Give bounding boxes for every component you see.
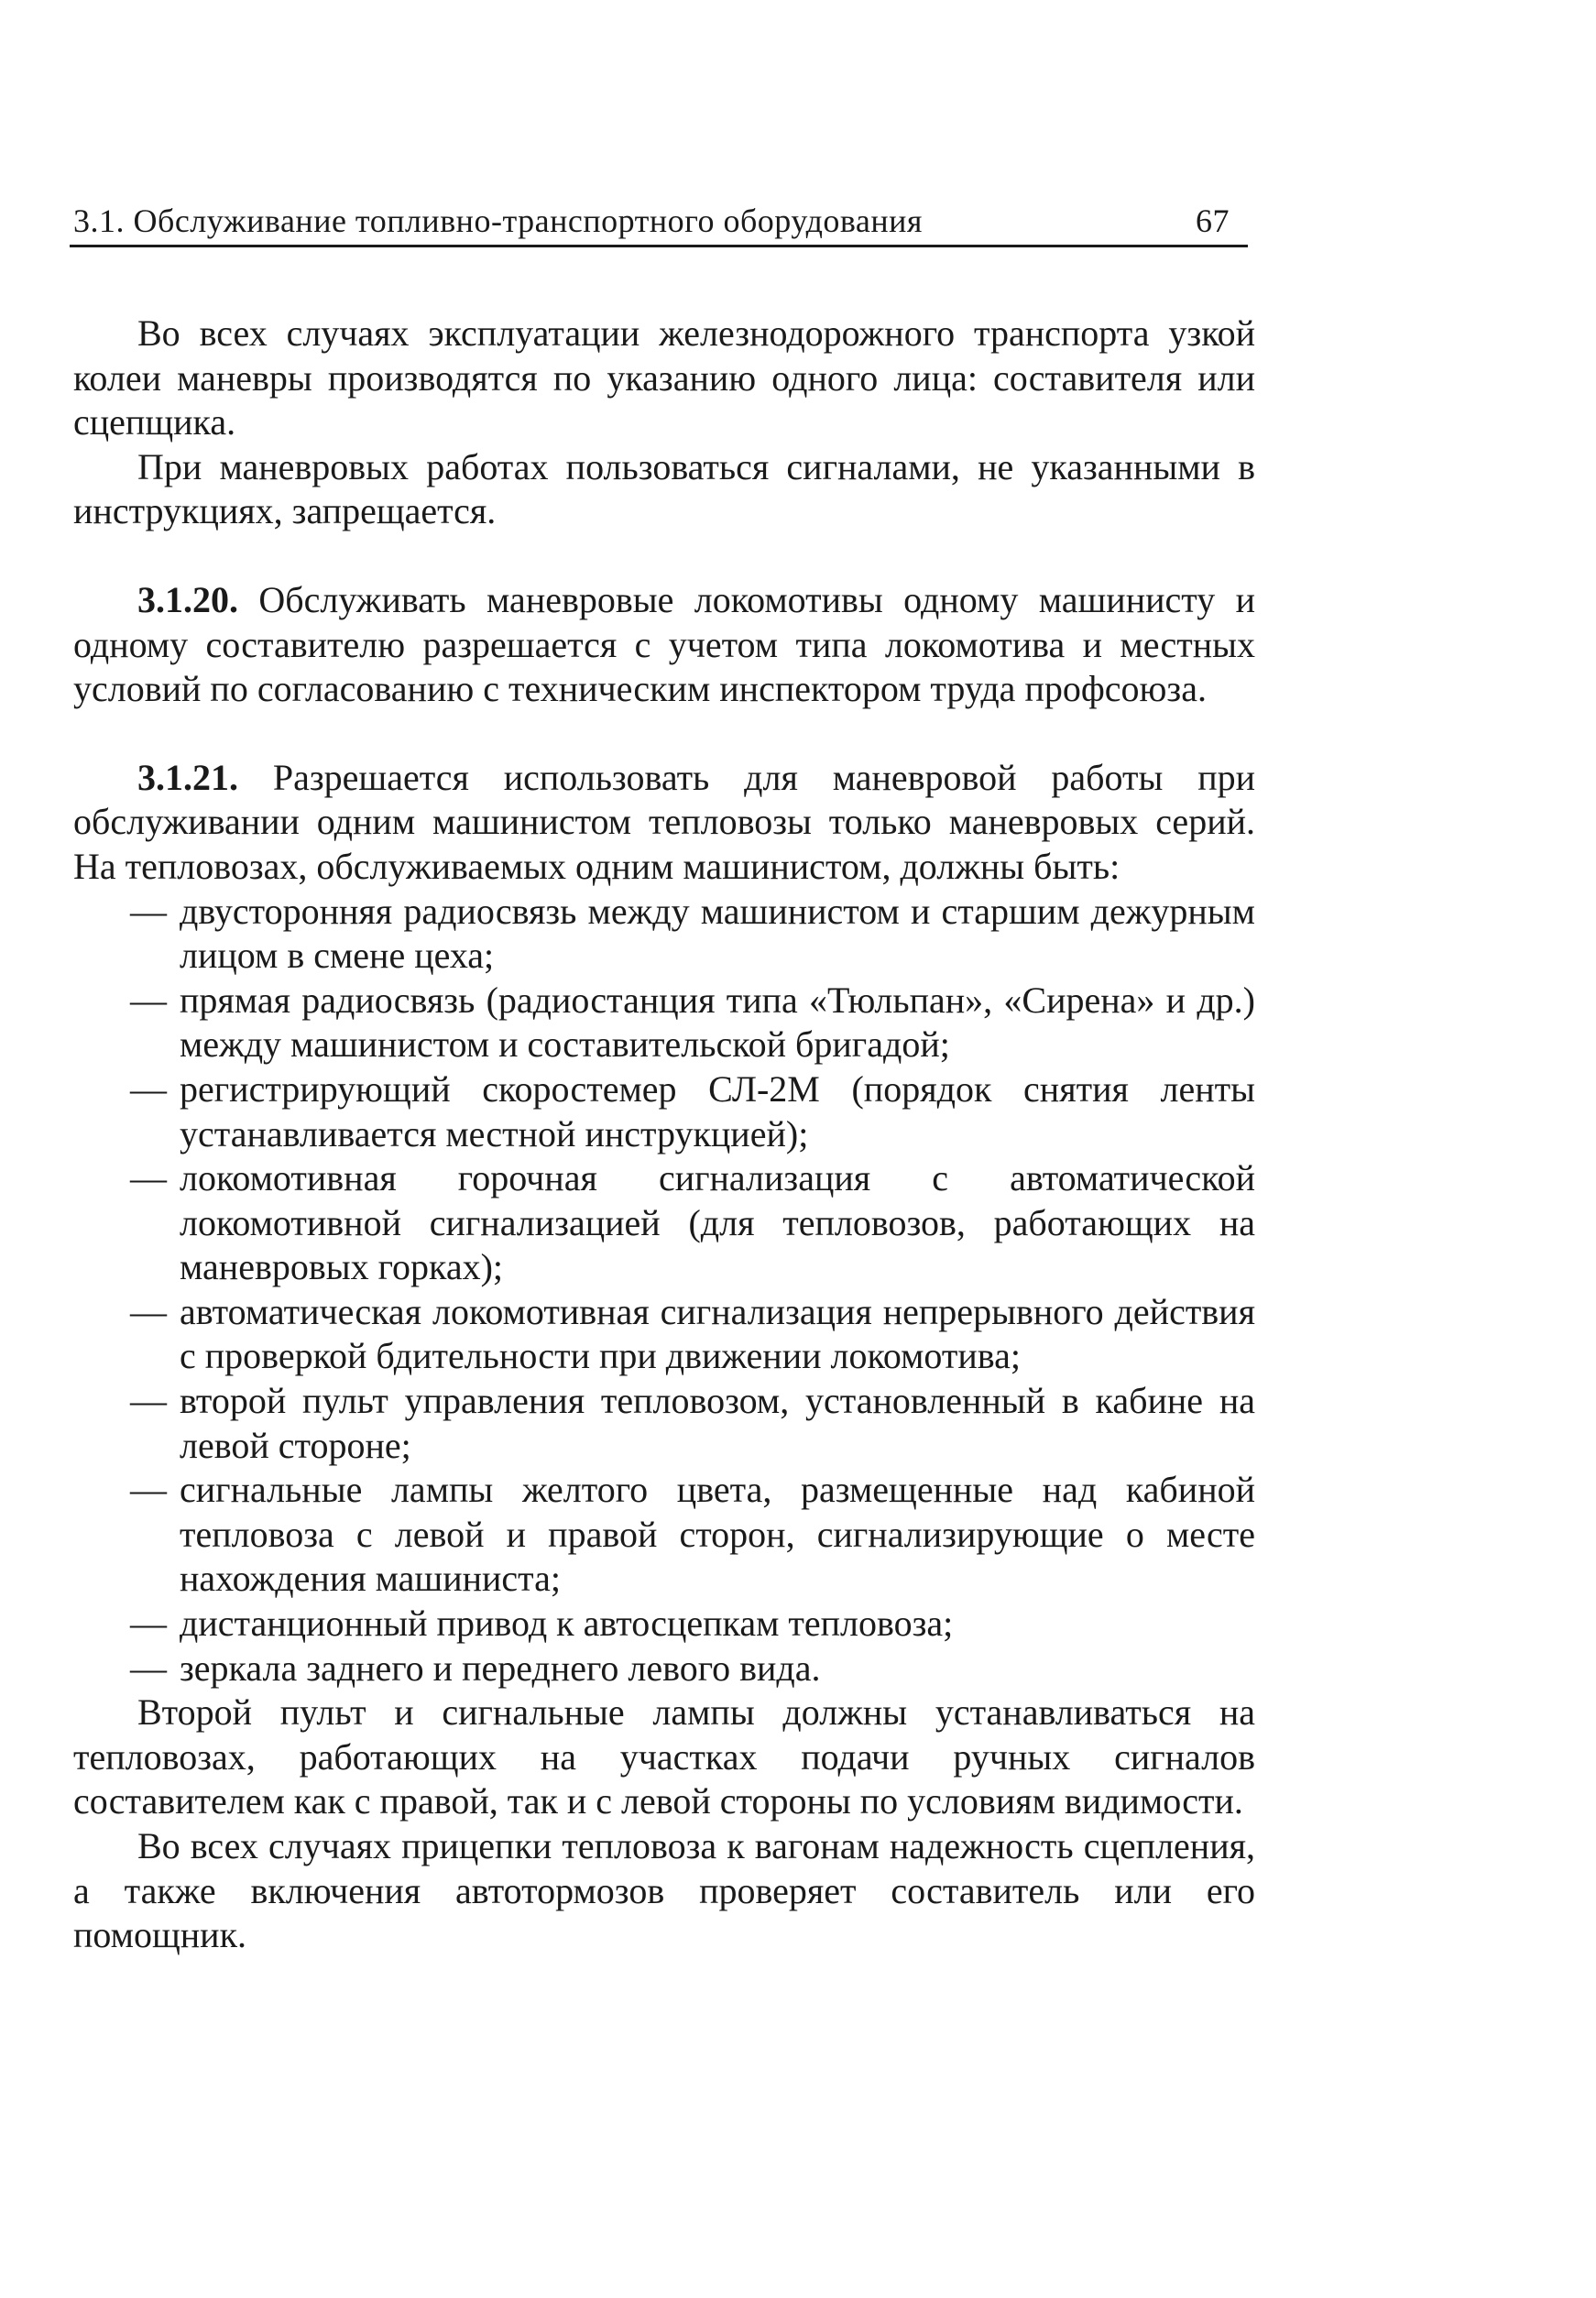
- clause-text: Обслуживать маневровые локомотивы одному машинисту и одному составителю разрешается с учетом типа локомотива и местных условий по согласованию с техническим инспектором труда профсоюза.: [73, 578, 1255, 710]
- paragraph-gap: [73, 712, 1255, 756]
- list-item: [73, 1602, 1255, 1647]
- dash-marker: —: [130, 1067, 167, 1110]
- list-item-text: зеркала заднего и переднего левого вида.: [180, 1647, 821, 1689]
- document-page: [73, 192, 1255, 1958]
- dash-marker: —: [130, 890, 167, 932]
- list-item-text: двусторонняя радиосвязь между машинистом и старшим дежурным лицом в смене цеха;: [180, 890, 1255, 977]
- clause-number: 3.1.21.: [137, 756, 238, 798]
- list-item: [73, 1290, 1255, 1379]
- dash-marker: —: [130, 1157, 167, 1199]
- page-body: [73, 312, 1255, 1958]
- paragraph-intro-2: При маневровых работах пользоваться сигналами, не указанными в инструкциях, запрещается.: [73, 445, 1255, 532]
- list-item: [73, 890, 1255, 979]
- list-item: [73, 1468, 1255, 1602]
- clause-3-1-20: [73, 578, 1255, 712]
- running-header: [73, 192, 1255, 247]
- dash-marker: —: [130, 1290, 167, 1332]
- clause-3-1-21: [73, 756, 1255, 890]
- list-item-text: автоматическая локомотивная сигнализация непрерывного действия с проверкой бдительности при движении локомотива;: [180, 1290, 1255, 1377]
- page-number: 67: [1196, 202, 1230, 239]
- paragraph-closing-1: Второй пульт и сигнальные лампы должны устанавливаться на тепловозах, работающих на участках подачи ручных сигналов составителем как с правой, так и с левой стороны по условиям видимости.: [73, 1691, 1255, 1822]
- list-item-text: прямая радиосвязь (радиостанция типа «Тюльпан», «Сирена» и др.) между машинистом и составительской бригадой;: [180, 979, 1255, 1066]
- dash-marker: —: [130, 1647, 167, 1689]
- list-item-text: второй пульт управления тепловозом, установленный в кабине на левой стороне;: [180, 1380, 1255, 1466]
- equipment-list: [73, 890, 1255, 1691]
- list-item: [73, 1156, 1255, 1290]
- section-title: 3.1. Обслуживание топливно-транспортного оборудования: [73, 202, 923, 239]
- paragraph-gap: [73, 534, 1255, 578]
- list-item: [73, 1379, 1255, 1468]
- list-item-text: сигнальные лампы желтого цвета, размещенные над кабиной тепловоза с левой и правой сторон, сигнализирующие о месте нахождения машиниста;: [180, 1469, 1255, 1600]
- list-item: [73, 979, 1255, 1067]
- list-item-text: локомотивная горочная сигнализация с автоматической локомотивной сигнализацией (для тепловозов, работающих на маневровых горках);: [180, 1157, 1255, 1288]
- list-item-text: дистанционный привод к автосцепкам тепловоза;: [180, 1603, 954, 1645]
- dash-marker: —: [130, 1380, 167, 1422]
- list-item: [73, 1647, 1255, 1691]
- list-item-text: регистрирующий скоростемер СЛ-2М (порядок снятия ленты устанавливается местной инструкцией);: [180, 1067, 1255, 1154]
- header-rule: [70, 245, 1248, 247]
- list-item: [73, 1067, 1255, 1156]
- paragraph-intro-1: Во всех случаях эксплуатации железнодорожного транспорта узкой колеи маневры производятся по указанию одного лица: составителя или сцепщика.: [73, 312, 1255, 443]
- dash-marker: —: [130, 1603, 167, 1645]
- dash-marker: —: [130, 979, 167, 1021]
- dash-marker: —: [130, 1469, 167, 1511]
- paragraph-closing-2: Во всех случаях прицепки тепловоза к вагонам надежность сцепления, а также включения автотормозов проверяет составитель или его помощник.: [73, 1825, 1255, 1956]
- clause-number: 3.1.20.: [137, 578, 238, 620]
- clause-text: Разрешается использовать для маневровой работы при обслуживании одним машинистом тепловозы только маневровых серий. На тепловозах, обслуживаемых одним машинистом, должны быть:: [73, 756, 1256, 887]
